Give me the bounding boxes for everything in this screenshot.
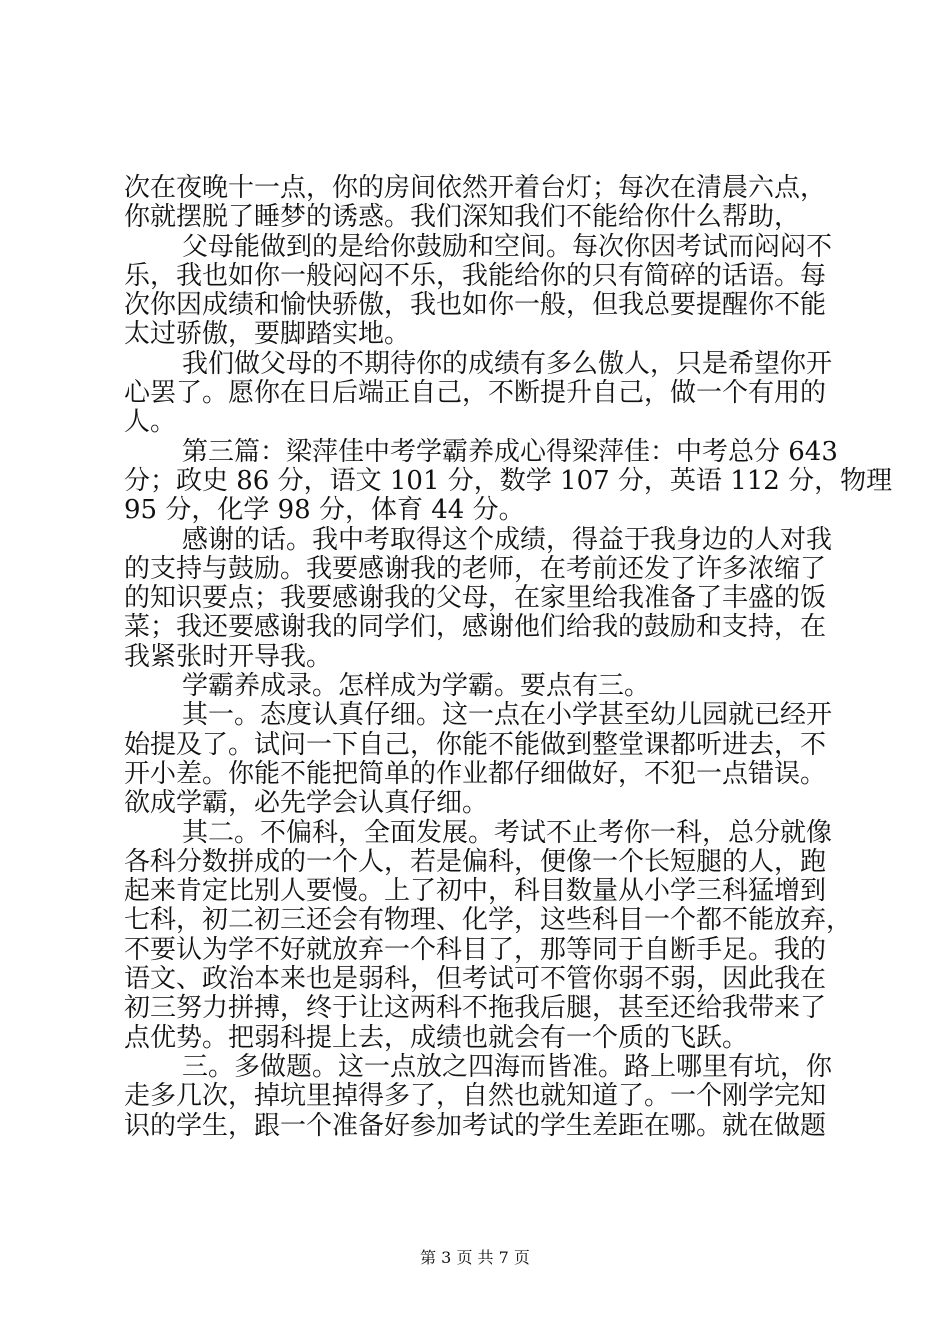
text-line: 心罢了。愿你在日后端正自己，不断提升自己，做一个有用的 — [124, 378, 827, 409]
text-line: 其二。不偏科，全面发展。考试不止考你一科，总分就像 — [182, 817, 833, 848]
text-line: 你就摆脱了睡梦的诱惑。我们深知我们不能给你什么帮助， — [124, 202, 801, 233]
page-footer: 第 3 页 共 7 页 — [420, 1248, 530, 1267]
text-line: 不要认为学不好就放弃一个科目了，那等同于自断手足。我的 — [124, 934, 827, 965]
text-line: 语文、政治本来也是弱科，但考试可不管你弱不弱，因此我在 — [124, 964, 827, 995]
text-line: 始提及了。试问一下自己，你能不能做到整堂课都听进去，不 — [124, 729, 827, 760]
text-line: 点优势。把弱科提上去，成绩也就会有一个质的飞跃。 — [124, 1022, 749, 1053]
text-line: 父母能做到的是给你鼓励和空间。每次你因考试而闷闷不 — [182, 231, 833, 262]
text-line: 感谢的话。我中考取得这个成绩，得益于我身边的人对我 — [182, 524, 833, 555]
document-body — [124, 173, 893, 1141]
text-line: 分；政史 86 分，语文 101 分，数学 107 分，英语 112 分，物理 — [124, 465, 893, 496]
text-line: 太过骄傲，要脚踏实地。 — [124, 319, 411, 350]
text-line: 走多几次，掉坑里掉得多了，自然也就知道了。一个刚学完知 — [124, 1081, 827, 1112]
text-line: 第三篇：梁萍佳中考学霸养成心得梁萍佳：中考总分 643 — [182, 436, 838, 467]
text-line: 我紧张时开导我。 — [124, 641, 333, 672]
text-line: 的知识要点；我要感谢我的父母，在家里给我准备了丰盛的饭 — [124, 583, 827, 614]
text-line: 开小差。你能不能把简单的作业都仔细做好，不犯一点错误。 — [124, 758, 827, 789]
text-line: 欲成学霸，必先学会认真仔细。 — [124, 788, 489, 819]
text-line: 人。 — [124, 407, 177, 438]
text-line: 起来肯定比别人要慢。上了初中，科目数量从小学三科猛增到 — [124, 876, 827, 907]
text-line: 我们做父母的不期待你的成绩有多么傲人，只是希望你开 — [182, 348, 833, 379]
text-line: 95 分，化学 98 分，体育 44 分。 — [124, 495, 525, 526]
text-line: 学霸养成录。怎样成为学霸。要点有三。 — [182, 671, 651, 702]
text-line: 识的学生，跟一个准备好参加考试的学生差距在哪。就在做题 — [124, 1110, 827, 1141]
text-line: 次在夜晚十一点，你的房间依然开着台灯；每次在清晨六点， — [124, 173, 827, 203]
text-line: 其一。态度认真仔细。这一点在小学甚至幼儿园就已经开 — [182, 700, 833, 731]
text-line: 乐，我也如你一般闷闷不乐，我能给你的只有简碎的话语。每 — [124, 260, 827, 291]
text-line: 的支持与鼓励。我要感谢我的老师，在考前还发了许多浓缩了 — [124, 553, 827, 584]
text-line: 七科，初二初三还会有物理、化学，这些科目一个都不能放弃， — [124, 905, 853, 936]
text-line: 次你因成绩和愉快骄傲，我也如你一般，但我总要提醒你不能 — [124, 290, 827, 321]
text-line: 初三努力拼搏，终于让这两科不拖我后腿，甚至还给我带来了 — [124, 993, 827, 1024]
text-line: 各科分数拼成的一个人，若是偏科，便像一个长短腿的人，跑 — [124, 846, 827, 877]
text-line: 菜；我还要感谢我的同学们，感谢他们给我的鼓励和支持，在 — [124, 612, 827, 643]
text-line: 三。多做题。这一点放之四海而皆准。路上哪里有坑，你 — [182, 1051, 833, 1082]
